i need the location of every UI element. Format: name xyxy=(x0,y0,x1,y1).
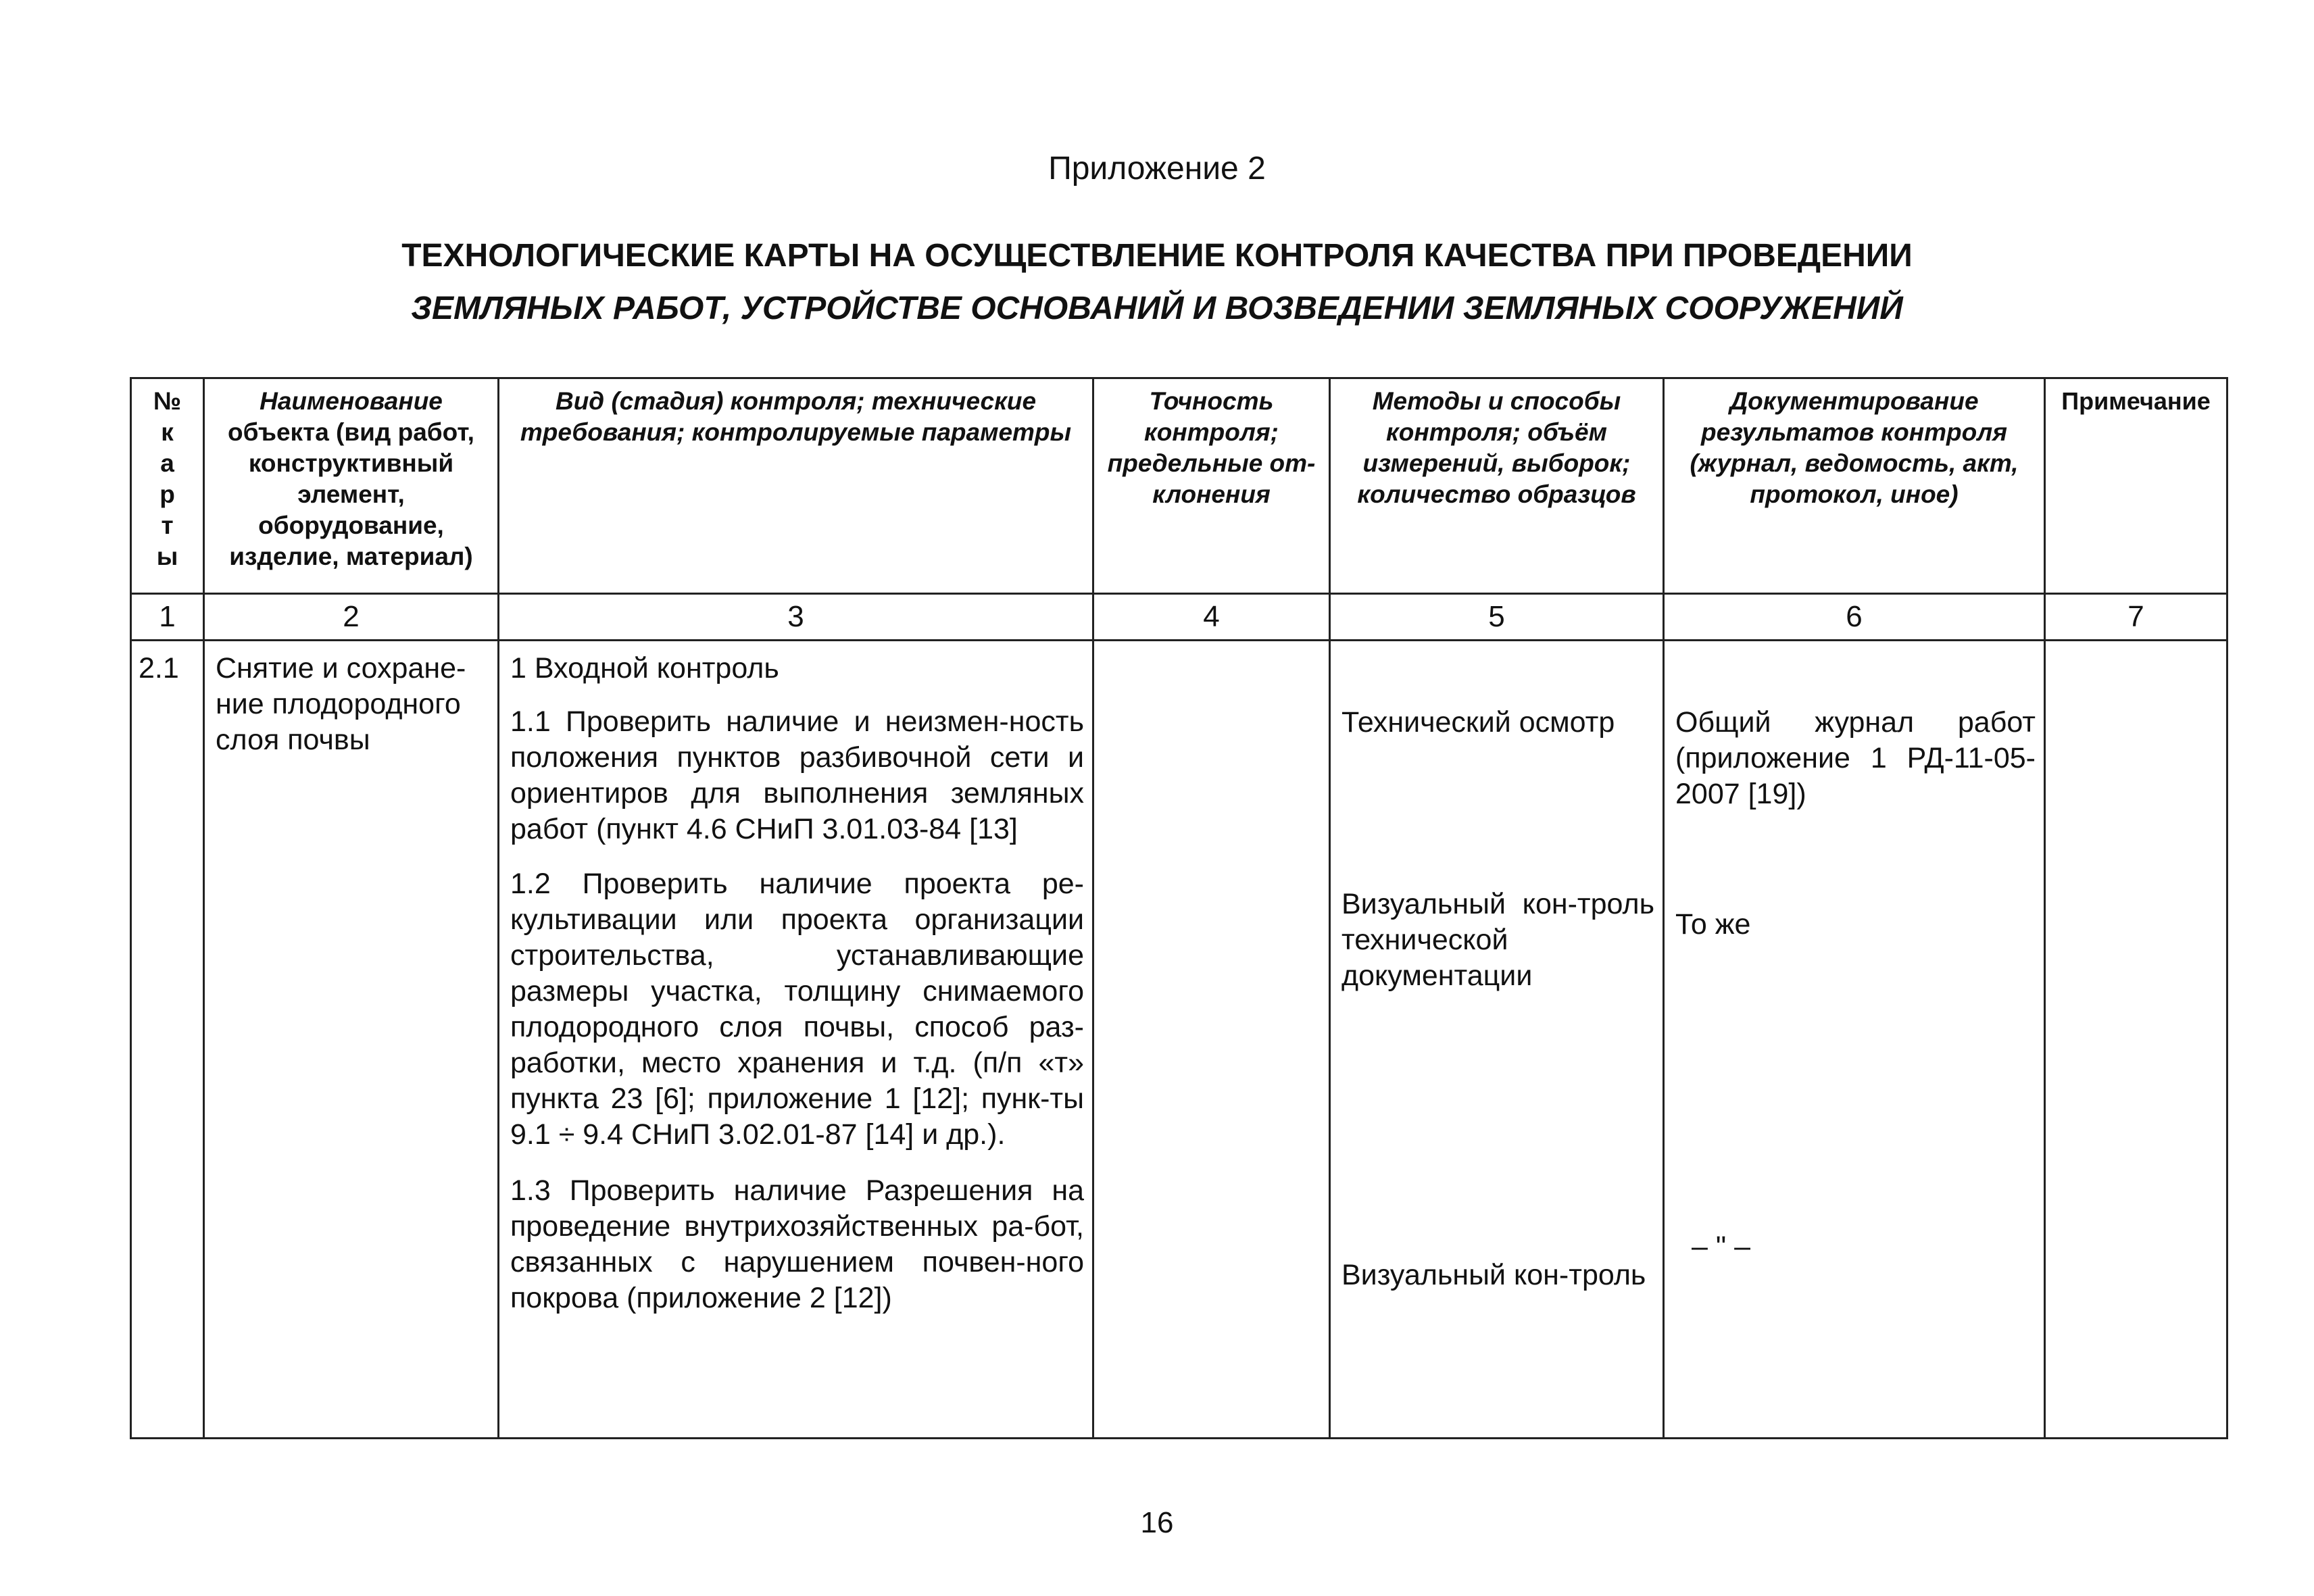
column-number: 1 xyxy=(131,594,204,641)
header-card-number xyxy=(131,378,204,594)
documentation-1-2: То же xyxy=(1675,908,1751,941)
title-line-1: ТЕХНОЛОГИЧЕСКИЕ КАРТЫ НА ОСУЩЕСТВЛЕНИЕ КОНТРОЛЯ КАЧЕСТВА ПРИ ПРОВЕДЕНИИ xyxy=(401,238,1913,274)
column-number: 2 xyxy=(204,594,499,641)
note-value xyxy=(2046,641,2226,651)
header-card-number-line: к xyxy=(161,418,174,446)
card-number-cell xyxy=(131,641,204,1439)
header-card-number-line: р xyxy=(159,480,175,508)
header-card-number-line: а xyxy=(160,449,174,477)
header-object-name xyxy=(204,378,499,594)
requirement-1-1: 1.1 Проверить наличие и неизмен-ность положения пунктов разбивочной сети и ориентиров для выполнения земляных работ (пункт 4.6 СНиП 3.01.03-84 [13] xyxy=(510,705,1084,845)
header-control-stage: Вид (стадия) контроля; технические требования; контролируемые параметры xyxy=(499,378,1093,594)
card-number: 2.1 xyxy=(139,652,179,684)
appendix-label: Приложение 2 xyxy=(1048,151,1266,186)
object-name-cell xyxy=(204,641,499,1439)
method-1-3: Визуальный кон-троль xyxy=(1341,1259,1646,1291)
documentation-1-3: – " – xyxy=(1692,1230,1750,1263)
column-number: 5 xyxy=(1330,594,1664,641)
note-cell xyxy=(2045,641,2227,1439)
header-methods: Методы и способы контроля; объём измерений, выборок; количество образцов xyxy=(1330,378,1664,594)
header-card-number-line: № xyxy=(153,387,182,415)
column-number-row xyxy=(131,594,2227,641)
header-object-name-italic: Наименование xyxy=(260,387,443,415)
header-documentation: Документирование результатов контроля (журнал, ведомость, акт, протокол, иное) xyxy=(1664,378,2045,594)
precision-value xyxy=(1094,641,1329,651)
methods-cell xyxy=(1330,641,1664,1439)
column-number: 7 xyxy=(2045,594,2227,641)
page-number: 16 xyxy=(1140,1506,1174,1539)
document-title xyxy=(0,230,2314,335)
documentation-cell xyxy=(1664,641,2045,1439)
documentation-1-1: Общий журнал работ (приложение 1 РД-11-05-2007 [19]) xyxy=(1675,706,2036,810)
column-number: 6 xyxy=(1664,594,2045,641)
header-card-number-line: т xyxy=(161,512,174,539)
header-note: Примечание xyxy=(2045,378,2227,594)
column-number: 4 xyxy=(1093,594,1330,641)
object-name: Снятие и сохране-ние плодородного слоя почвы xyxy=(216,652,466,756)
control-stage-title: 1 Входной контроль xyxy=(510,652,779,684)
table-row xyxy=(131,641,2227,1439)
header-precision: Точность контроля; предельные от-клонения xyxy=(1093,378,1330,594)
header-row xyxy=(131,378,2227,594)
header-object-name-rest: объекта (вид работ, конструктивный элемент, оборудование, изделие, материал) xyxy=(228,418,474,570)
requirement-1-2: 1.2 Проверить наличие проекта ре-культивации или проекта организации строительства, устанавливающие размеры участка, толщину снимаемого плодородного слоя почвы, способ раз-работки, место хранения и т.д. (п/п «т» пункта 23 [6]; приложение 1 [12]; пунк-ты 9.1 ÷ 9.4 СНиП 3.02.01-87 [14] и др.). xyxy=(510,868,1084,1151)
header-card-number-line: ы xyxy=(156,543,178,570)
requirement-1-3: 1.3 Проверить наличие Разрешения на проведение внутрихозяйственных ра-бот, связанных с нарушением почвен-ного покрова (приложение 2 [12]) xyxy=(510,1174,1084,1314)
method-1-2: Визуальный кон-троль технической документации xyxy=(1341,888,1654,992)
control-stage-cell xyxy=(499,641,1093,1439)
method-1-1: Технический осмотр xyxy=(1341,706,1615,739)
technological-cards-table xyxy=(130,377,2228,1439)
title-line-2: ЗЕМЛЯНЫХ РАБОТ, УСТРОЙСТВЕ ОСНОВАНИЙ И ВОЗВЕДЕНИИ ЗЕМЛЯНЫХ СООРУЖЕНИЙ xyxy=(411,291,1903,326)
column-number: 3 xyxy=(499,594,1093,641)
precision-cell xyxy=(1093,641,1330,1439)
